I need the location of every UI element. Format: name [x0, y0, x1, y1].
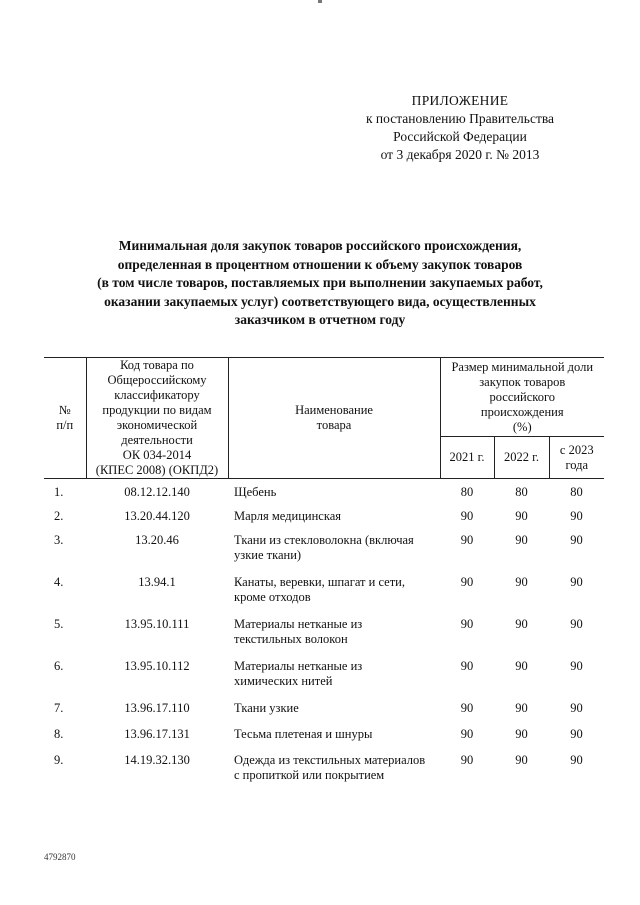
row-num: 6. — [54, 658, 64, 673]
products-table — [44, 357, 604, 795]
row-value-2023: 90 — [570, 752, 583, 767]
row-name: Материалы нетканые из химических нитей — [234, 658, 363, 688]
row-value-2023: 90 — [570, 726, 583, 741]
row-name: Ткани из стекловолокна (включая узкие ткани) — [234, 532, 414, 562]
row-value-2022: 90 — [515, 574, 528, 589]
document-id: 4792870 — [44, 852, 76, 862]
row-value-2023: 90 — [570, 658, 583, 673]
row-num: 3. — [54, 532, 64, 547]
row-name: Канаты, веревки, шпагат и сети, кроме отходов — [234, 574, 405, 604]
scan-mark — [318, 0, 322, 3]
appendix-block — [300, 92, 620, 164]
title-line: (в том числе товаров, поставляемых при выполнении закупаемых работ, — [97, 275, 543, 290]
row-value-2021: 90 — [460, 532, 474, 547]
products-table-wrapper — [44, 357, 604, 795]
row-value-2022: 80 — [515, 485, 528, 499]
row-value-2022: 90 — [515, 508, 528, 523]
header-year-2021: 2021 г. — [440, 437, 494, 479]
header-year-2023: с 2023 года — [549, 437, 604, 479]
row-code: 14.19.32.130 — [124, 752, 190, 767]
row-value-2021: 80 — [460, 485, 474, 499]
row-code: 08.12.12.140 — [124, 485, 190, 499]
row-name: Материалы нетканые из текстильных волокон — [234, 616, 363, 646]
row-value-2022: 90 — [515, 752, 528, 767]
table-header — [44, 358, 604, 479]
row-value-2023: 90 — [570, 574, 583, 589]
header-code: Код товара по Общероссийскому классификатору продукции по видам экономической деятельности ОК 034-2014 (КПЕС 2008) (ОКПД2) — [86, 358, 228, 479]
row-code: 13.96.17.131 — [124, 726, 190, 741]
table-row — [44, 575, 604, 617]
row-value-2022: 90 — [515, 700, 528, 715]
row-name: Одежда из текстильных материалов с пропиткой или покрытием — [234, 752, 426, 782]
row-num: 8. — [54, 726, 64, 741]
table-row — [44, 479, 604, 509]
appendix-title: ПРИЛОЖЕНИЕ — [411, 93, 509, 108]
document-title — [60, 237, 580, 330]
row-value-2022: 90 — [515, 726, 528, 741]
row-code: 13.96.17.110 — [124, 700, 190, 715]
row-num: 1. — [54, 485, 64, 499]
row-num: 9. — [54, 752, 64, 767]
row-value-2021: 90 — [460, 508, 474, 523]
table-body — [44, 479, 604, 795]
row-code: 13.95.10.111 — [124, 616, 190, 631]
row-value-2023: 80 — [570, 485, 583, 499]
row-value-2021: 90 — [460, 574, 474, 589]
row-num: 2. — [54, 508, 64, 523]
row-name: Тесьма плетеная и шнуры — [234, 726, 373, 741]
row-value-2022: 90 — [515, 616, 528, 631]
row-value-2021: 90 — [460, 752, 474, 767]
row-name: Марля медицинская — [234, 508, 342, 523]
row-name: Ткани узкие — [234, 700, 299, 715]
row-value-2021: 90 — [460, 658, 474, 673]
title-line: Минимальная доля закупок товаров российского происхождения, — [118, 238, 522, 253]
appendix-line: к постановлению Правительства — [365, 111, 555, 126]
row-value-2021: 90 — [460, 616, 474, 631]
title-line: оказании закупаемых услуг) соответствующего вида, осуществленных — [104, 293, 536, 309]
table-row — [44, 753, 604, 795]
row-code: 13.94.1 — [138, 574, 176, 589]
header-num: № п/п — [44, 358, 86, 479]
row-code: 13.95.10.112 — [124, 658, 190, 673]
row-value-2023: 90 — [570, 532, 583, 547]
row-name: Щебень — [234, 485, 277, 499]
header-name: Наименование товара — [228, 358, 440, 479]
row-code: 13.20.46 — [135, 532, 179, 547]
row-code: 13.20.44.120 — [124, 508, 190, 523]
row-value-2023: 90 — [570, 508, 583, 523]
header-share: Размер минимальной доли закупок товаров российского происхождения (%) — [440, 358, 604, 437]
appendix-date-line: от 3 декабря 2020 г. № 2013 — [380, 147, 540, 162]
header-year-2022: 2022 г. — [494, 437, 549, 479]
table-row — [44, 509, 604, 533]
row-value-2022: 90 — [515, 658, 528, 673]
row-value-2023: 90 — [570, 700, 583, 715]
table-row — [44, 727, 604, 753]
row-value-2021: 90 — [460, 700, 474, 715]
row-num: 7. — [54, 700, 64, 715]
title-line: заказчиком в отчетном году — [234, 312, 406, 327]
table-row — [44, 533, 604, 575]
row-num: 4. — [54, 574, 64, 589]
row-value-2021: 90 — [460, 726, 474, 741]
row-value-2023: 90 — [570, 616, 583, 631]
row-num: 5. — [54, 616, 64, 631]
table-row — [44, 659, 604, 701]
title-line: определенная в процентном отношении к объему закупок товаров — [117, 256, 523, 272]
table-row — [44, 617, 604, 659]
table-row — [44, 701, 604, 727]
appendix-line: Российской Федерации — [393, 129, 527, 144]
row-value-2022: 90 — [515, 532, 528, 547]
